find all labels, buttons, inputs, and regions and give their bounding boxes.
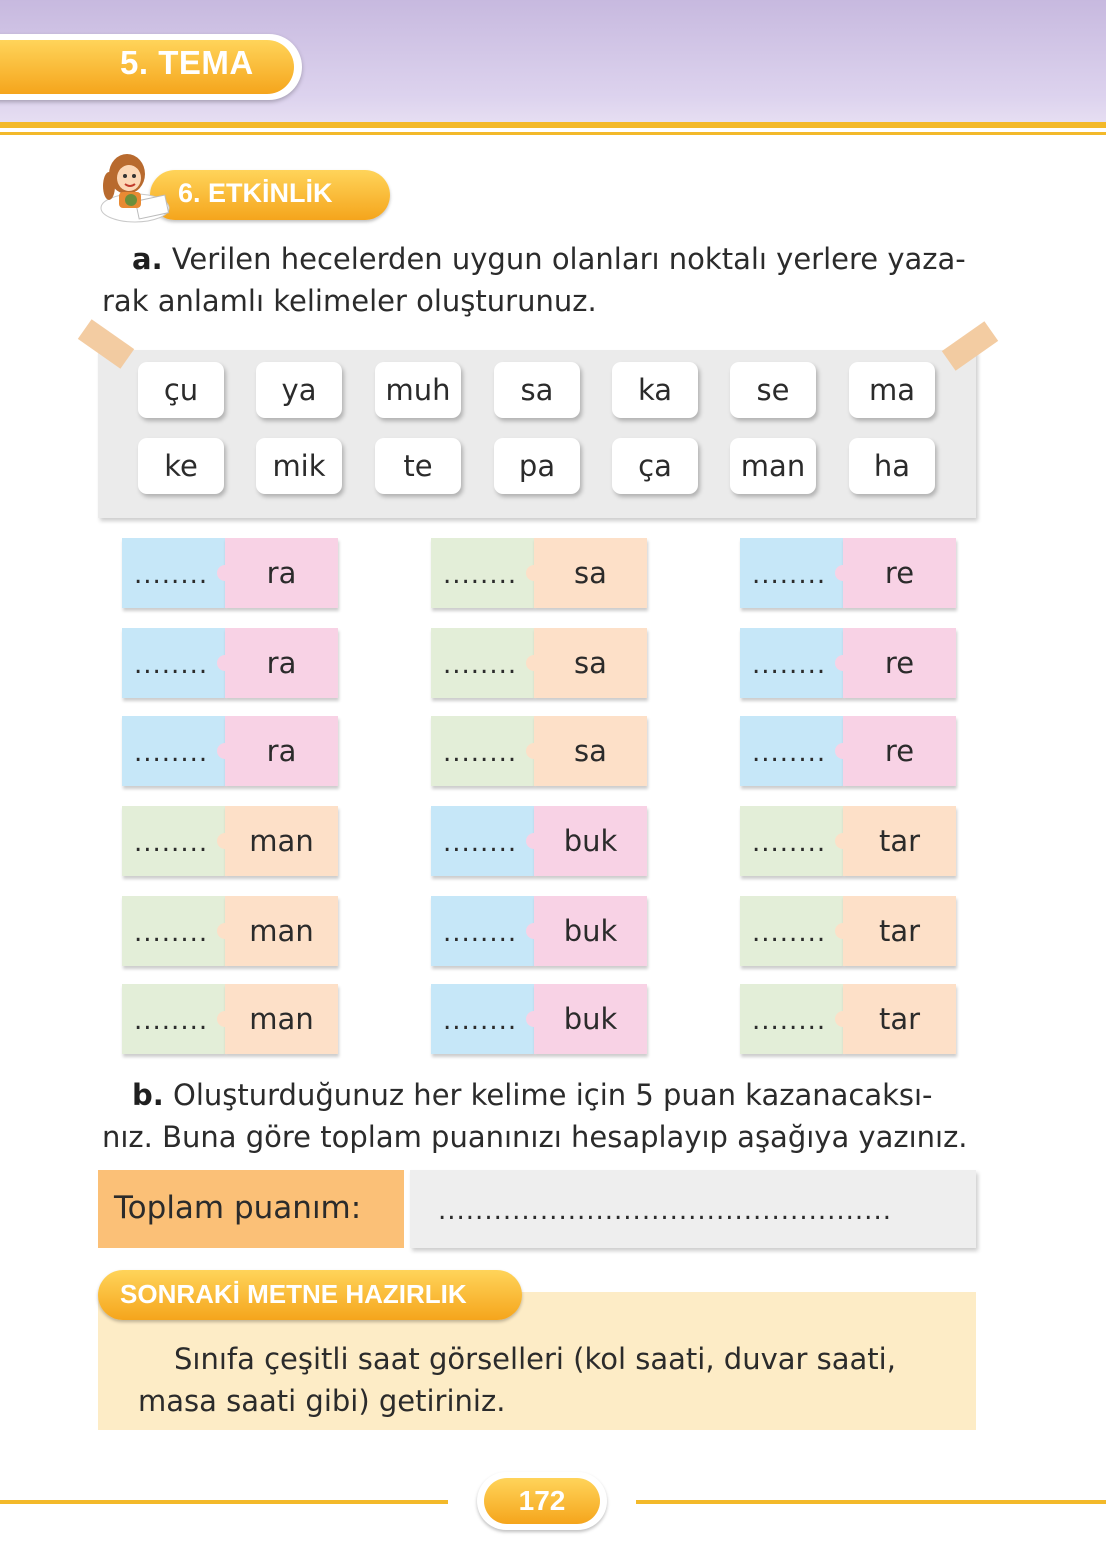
suffix-piece <box>225 716 338 786</box>
suffix-piece <box>534 628 647 698</box>
puzzle-knob <box>217 655 233 671</box>
header-divider <box>0 122 1106 128</box>
blank-dots: ........ <box>752 650 827 680</box>
blank-dots: ........ <box>752 560 827 590</box>
header-divider-thin <box>0 132 1106 135</box>
suffix-piece <box>225 896 338 966</box>
next-line2: masa saati gibi) getiriniz. <box>138 1384 506 1418</box>
next-section-body <box>138 1338 958 1422</box>
blank-dots: ........ <box>134 1006 209 1036</box>
syllable-chip[interactable]: mik <box>256 438 342 494</box>
syllable-chip[interactable]: ke <box>138 438 224 494</box>
blank-dots: ........ <box>443 560 518 590</box>
suffix-piece <box>843 538 956 608</box>
page-number: 172 <box>484 1478 600 1524</box>
word-puzzle <box>122 716 338 786</box>
word-puzzle <box>431 716 647 786</box>
puzzle-knob <box>835 1011 851 1027</box>
blank-dots: ........ <box>443 828 518 858</box>
word-puzzle <box>122 538 338 608</box>
puzzle-knob <box>835 833 851 849</box>
suffix-syllable: tar <box>878 914 921 948</box>
word-puzzle <box>740 896 956 966</box>
word-puzzle <box>740 538 956 608</box>
puzzle-knob <box>217 833 233 849</box>
instruction-a-line2: rak anlamlı kelimeler oluşturunuz. <box>102 284 597 318</box>
puzzle-knob <box>835 923 851 939</box>
suffix-syllable: buk <box>563 914 618 948</box>
suffix-syllable: sa <box>574 734 607 768</box>
instruction-b-line1: Oluşturduğunuz her kelime için 5 puan kazanacaksı- <box>173 1078 933 1112</box>
word-puzzle <box>122 896 338 966</box>
suffix-syllable: re <box>884 556 915 590</box>
blank-piece[interactable] <box>740 628 843 698</box>
blank-dots: ........ <box>134 650 209 680</box>
instruction-b-line2: nız. Buna göre toplam puanınızı hesaplayıp aşağıya yazınız. <box>102 1120 968 1154</box>
blank-dots: ........ <box>752 738 827 768</box>
puzzle-knob <box>526 655 542 671</box>
blank-piece[interactable] <box>122 806 225 876</box>
blank-piece[interactable] <box>431 806 534 876</box>
syllable-chip[interactable]: man <box>730 438 816 494</box>
syllable-chip[interactable]: ma <box>849 362 935 418</box>
theme-label: 5. TEMA <box>120 44 254 81</box>
suffix-piece <box>843 716 956 786</box>
syllable-chip[interactable]: se <box>730 362 816 418</box>
suffix-piece <box>843 628 956 698</box>
syllable-chip[interactable]: sa <box>494 362 580 418</box>
suffix-piece <box>843 806 956 876</box>
word-puzzle <box>431 538 647 608</box>
puzzle-knob <box>217 743 233 759</box>
word-puzzle <box>122 628 338 698</box>
suffix-piece <box>534 984 647 1054</box>
blank-dots: ........ <box>134 738 209 768</box>
syllable-chip[interactable]: ya <box>256 362 342 418</box>
instruction-a <box>102 238 1012 280</box>
puzzle-knob <box>526 743 542 759</box>
syllable-chip[interactable]: te <box>375 438 461 494</box>
puzzle-knob <box>217 1011 233 1027</box>
blank-dots: ........ <box>443 650 518 680</box>
footer-line-right <box>636 1500 1106 1504</box>
blank-piece[interactable] <box>740 716 843 786</box>
syllable-chip[interactable]: ka <box>612 362 698 418</box>
blank-piece[interactable] <box>122 628 225 698</box>
blank-dots: ........ <box>443 1006 518 1036</box>
suffix-syllable: re <box>884 734 915 768</box>
syllable-chip[interactable]: çu <box>138 362 224 418</box>
part-a-letter: a. <box>132 242 163 276</box>
activity-title: 6. ETKİNLİK <box>178 178 333 208</box>
blank-piece[interactable] <box>431 716 534 786</box>
suffix-piece <box>843 984 956 1054</box>
instruction-b <box>102 1074 1012 1116</box>
blank-dots: ........ <box>134 918 209 948</box>
part-b-letter: b. <box>132 1078 164 1112</box>
blank-piece[interactable] <box>740 896 843 966</box>
syllable-chip[interactable]: ça <box>612 438 698 494</box>
blank-piece[interactable] <box>122 896 225 966</box>
word-puzzle <box>740 716 956 786</box>
blank-dots: ........ <box>752 918 827 948</box>
suffix-piece <box>225 628 338 698</box>
syllable-chip[interactable]: pa <box>494 438 580 494</box>
suffix-syllable: tar <box>878 1002 921 1036</box>
suffix-piece <box>225 806 338 876</box>
suffix-syllable: ra <box>266 556 297 590</box>
suffix-syllable: ra <box>266 734 297 768</box>
suffix-piece <box>225 538 338 608</box>
suffix-piece <box>225 984 338 1054</box>
puzzle-knob <box>217 565 233 581</box>
suffix-syllable: sa <box>574 556 607 590</box>
suffix-piece <box>534 716 647 786</box>
blank-piece[interactable] <box>431 628 534 698</box>
blank-dots: ........ <box>752 828 827 858</box>
suffix-syllable: man <box>249 1002 314 1036</box>
word-puzzle <box>122 806 338 876</box>
word-puzzle <box>122 984 338 1054</box>
score-label: Toplam puanım: <box>114 1190 362 1226</box>
blank-dots: ........ <box>134 560 209 590</box>
puzzle-knob <box>526 833 542 849</box>
suffix-syllable: buk <box>563 1002 618 1036</box>
suffix-syllable: man <box>249 824 314 858</box>
footer-line-left <box>0 1500 448 1504</box>
girl-mascot-icon <box>95 146 175 226</box>
syllable-chip[interactable]: muh <box>375 362 461 418</box>
word-puzzle <box>740 984 956 1054</box>
blank-piece[interactable] <box>122 538 225 608</box>
suffix-syllable: sa <box>574 646 607 680</box>
suffix-piece <box>534 538 647 608</box>
suffix-syllable: tar <box>878 824 921 858</box>
suffix-piece <box>534 896 647 966</box>
puzzle-knob <box>835 655 851 671</box>
next-line1: Sınıfa çeşitli saat görselleri (kol saati, duvar saati, <box>174 1342 896 1376</box>
next-section-title: SONRAKİ METNE HAZIRLIK <box>120 1279 467 1309</box>
word-puzzle <box>431 896 647 966</box>
blank-piece[interactable] <box>431 984 534 1054</box>
blank-dots: ........ <box>134 828 209 858</box>
word-puzzle <box>431 628 647 698</box>
word-puzzle <box>740 628 956 698</box>
puzzle-knob <box>835 565 851 581</box>
word-puzzle <box>431 806 647 876</box>
suffix-syllable: buk <box>563 824 618 858</box>
word-puzzle <box>431 984 647 1054</box>
blank-piece[interactable] <box>740 984 843 1054</box>
puzzle-knob <box>526 1011 542 1027</box>
blank-piece[interactable] <box>122 984 225 1054</box>
suffix-piece <box>534 806 647 876</box>
instruction-a-line1: Verilen hecelerden uygun olanları noktalı yerlere yaza- <box>171 242 966 276</box>
blank-piece[interactable] <box>431 538 534 608</box>
blank-dots: ........ <box>443 918 518 948</box>
suffix-piece <box>843 896 956 966</box>
blank-piece[interactable] <box>740 806 843 876</box>
blank-dots: ........ <box>443 738 518 768</box>
blank-piece[interactable] <box>122 716 225 786</box>
puzzle-knob <box>526 923 542 939</box>
blank-piece[interactable] <box>431 896 534 966</box>
puzzle-knob <box>835 743 851 759</box>
blank-dots: ........ <box>752 1006 827 1036</box>
score-blank: ................................................. <box>438 1196 892 1226</box>
puzzle-knob <box>217 923 233 939</box>
suffix-syllable: ra <box>266 646 297 680</box>
syllable-chip[interactable]: ha <box>849 438 935 494</box>
word-puzzle <box>740 806 956 876</box>
suffix-syllable: re <box>884 646 915 680</box>
puzzle-knob <box>526 565 542 581</box>
suffix-syllable: man <box>249 914 314 948</box>
blank-piece[interactable] <box>740 538 843 608</box>
